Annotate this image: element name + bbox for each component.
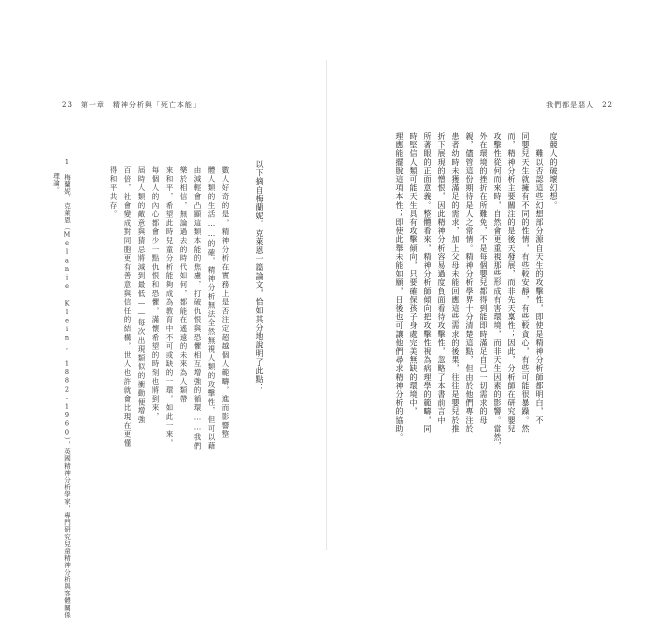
body-line: 同嬰兒天生就擁有不同的性情，有些較安靜，有些較貪心，有些可能很暴躁。然 bbox=[521, 132, 530, 433]
body-line: 度競人的破壞幻想。 bbox=[549, 132, 558, 210]
quote-line: 由減輕會凸顯這類本能的焦慮，打破仇恨與恐懼相互增強的循環……我們 bbox=[193, 166, 202, 451]
left-running-head: 23 第一章 精神分析與「死亡本能」 bbox=[62, 101, 201, 109]
quote-line: 百倍，社會變成對同胞更有善意與信任的結構，世人也許就會比現在更懂 bbox=[123, 166, 132, 448]
footnote-line: 理論。 bbox=[52, 172, 60, 194]
quote-line: 樂於相信，無論過去的時代如何，都能在遙遠的未來為人類帶 bbox=[179, 166, 188, 404]
block-quote bbox=[106, 166, 232, 486]
body-line: 攻擊性從何而來時，自然會更重視那些形成有害環境，而非天生因素的影響。當然， bbox=[493, 132, 502, 451]
body-line: 患者幼時未獲滿足的需求，加上父母未能回應這些需求的後果，往往是嬰兒於推 bbox=[451, 132, 460, 433]
body-text bbox=[392, 132, 560, 542]
quote-line: 每個人的內心都會少一點仇恨和恐懼，滿懷希望的時刻也將到來， bbox=[151, 166, 160, 422]
footnote-line: 1 梅蘭妮．克萊恩（Melanie Klein, 1882-1960），英國精神分析學家，專門研究兒童精神分析與客體關係 bbox=[63, 158, 71, 618]
body-line: 而，精神分析主要關注的是後天發展，而非先天稟性；因此，分析師在研究嬰兒 bbox=[507, 132, 516, 433]
body-line: 親，儘管這份期待是人之常情。精神分析學界十分清楚這點，但由於他們專注於 bbox=[465, 132, 474, 433]
footnote bbox=[50, 158, 72, 618]
quote-line: 體人類的生活……的確，精神分析無法全然無視人類的攻擊性，但可以藉 bbox=[207, 166, 216, 451]
body-line: 外在環境的挫折在所難免，不是每個嬰兒都得到能即時滿足自己一切需求的母 bbox=[479, 132, 488, 425]
quote-line: 數人好奇的是，精神分析在實務上是否注定超越個人範疇，進而影響整 bbox=[221, 166, 230, 439]
quote-intro bbox=[252, 160, 266, 392]
body-line: 時堅信人類可能天生具有攻擊傾向，只要確保孩子身處完美無缺的環境中， bbox=[409, 132, 418, 416]
body-line: 理應能擺脫這項本性；即使此舉未能如願，日後也可讓他們尋求精神分析的協助。 bbox=[395, 132, 404, 442]
right-running-head: 我們都是惡人 22 bbox=[546, 101, 613, 109]
body-line: 難以否認這些幻想部分源自天生的攻擊性，即使是精神分析師都明白，不 bbox=[535, 132, 544, 425]
body-line: 所著眼的正面意義。整體看來，精神分析師傾向把攻擊性視為病理學的範疇，同 bbox=[423, 132, 432, 433]
quote-line: 得和平共存。 bbox=[109, 166, 118, 219]
quote-intro-line: 以下摘自梅蘭妮．克萊恩一篇論文，恰如其分地說明了此點： bbox=[255, 160, 264, 393]
quote-line: 來和平，希望此時兒童分析能夠成為教育中不可或缺的一環，如此一來， bbox=[165, 166, 174, 448]
body-line: 折下展現的憎恨，因此精神分析容易過度負面看待攻擊性，忽略了本書前言中 bbox=[437, 132, 446, 425]
quote-line: 屆時人類的敵意與猜忌將減到最低——每次出現類似的衝動便增強 bbox=[137, 166, 146, 425]
footnote-marker: 1 bbox=[63, 158, 71, 167]
